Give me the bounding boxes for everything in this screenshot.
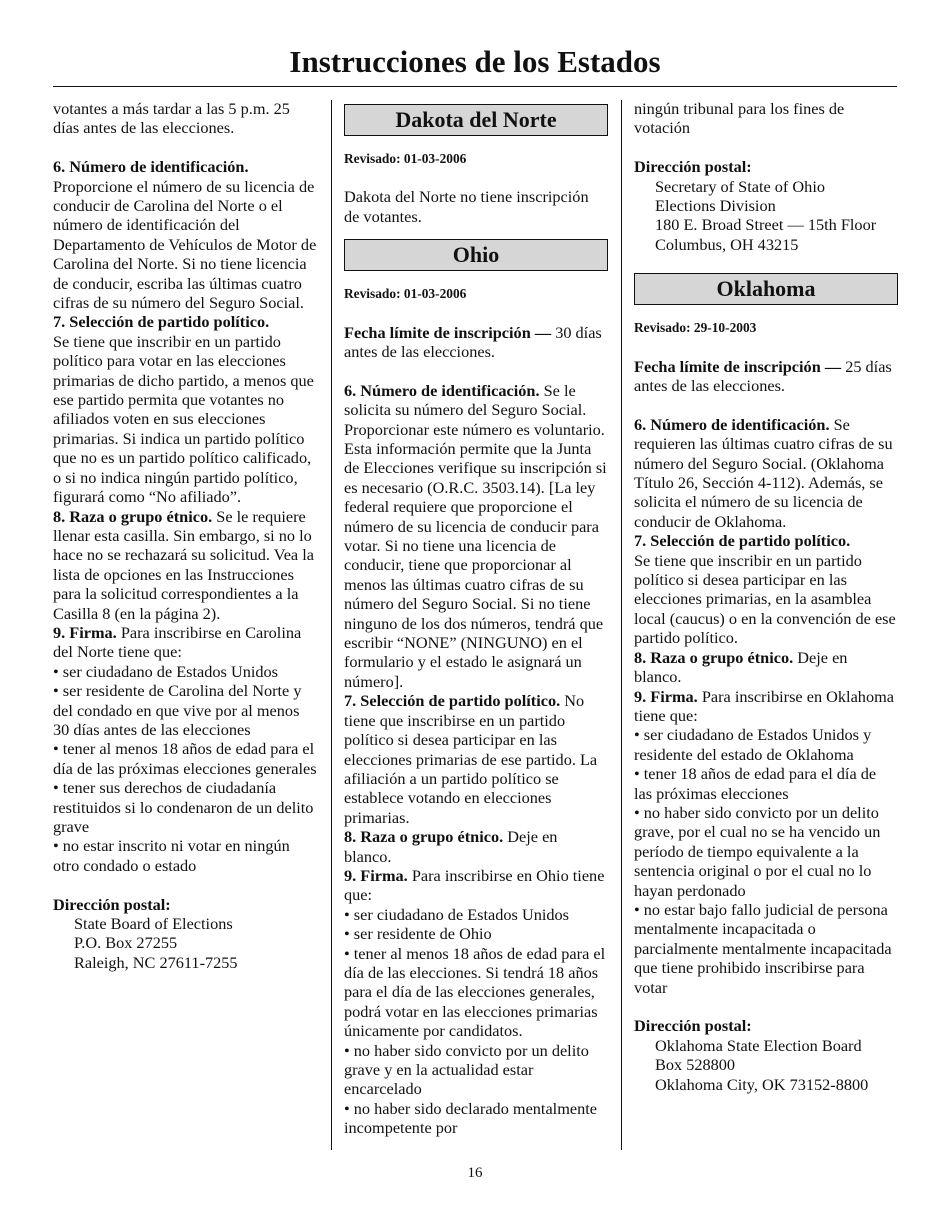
ohio-requirement-3: • tener al menos 18 años de edad para el día de las elecciones. Si tendrá 18 años para el día de las elecciones generales, podrá votar en las elecciones primarias únicamente por candidatos.	[344, 943, 606, 1041]
ohio-section-9-heading: 9. Firma.	[344, 865, 408, 885]
ohio-deadline	[344, 323, 608, 362]
oklahoma-mailing-line-3: Oklahoma City, OK 73152-8800	[655, 1074, 869, 1094]
nc-section-6-body: Proporcione el número de su licencia de conducir de Carolina del Norte o el número de identificación del Departamento de Vehículos de Motor de Carolina del Norte. Si no tiene licencia de conducir, escriba las últimas cuatro cifras de su número del Seguro Social.	[53, 176, 317, 313]
oklahoma-mailing-heading: Dirección postal:	[634, 1016, 752, 1036]
oklahoma-requirement-1: • ser ciudadano de Estados Unidos y residente del estado de Oklahoma	[634, 725, 872, 764]
oklahoma-section-8-body: Deje en blanco.	[634, 647, 848, 687]
page-number: 16	[467, 1165, 483, 1181]
oklahoma-section-7-heading: 7. Selección de partido político.	[634, 531, 851, 551]
oklahoma-requirement-2: • tener 18 años de edad para el día de las próximas elecciones	[634, 764, 877, 803]
ohio-section-8-body: Deje en blanco.	[344, 827, 558, 866]
oklahoma-section-7	[634, 531, 898, 647]
ohio-deadline-body: 30 días antes de las elecciones.	[344, 322, 602, 361]
ohio-requirement-5: • no haber sido declarado mentalmente incompetente por	[344, 1098, 597, 1138]
nc-section-9-heading: 9. Firma.	[53, 622, 117, 642]
nc-mailing-line-2: P.O. Box 27255	[74, 933, 178, 953]
oklahoma-deadline	[634, 357, 898, 396]
column-ohio-oklahoma	[634, 99, 898, 1094]
ohio-mailing-line-4: Columbus, OH 43215	[655, 234, 799, 254]
ohio-deadline-heading: Fecha límite de inscripción —	[344, 322, 552, 342]
ohio-mailing-line-3: 180 E. Broad Street — 15th Floor	[655, 215, 877, 235]
nc-requirement-4: • tener sus derechos de ciudadanía restituidos si lo condenaron de un delito grave	[53, 778, 314, 837]
oklahoma-section-6-body: Se requieren las últimas cuatro cifras de su número del Seguro Social. (Oklahoma Título 26, Sección 4-112). Además, se solicita el número de su licencia de conducir de Oklahoma.	[634, 414, 893, 531]
oklahoma-header: Oklahoma	[634, 273, 898, 305]
column-divider-left	[331, 100, 332, 1150]
column-north-carolina	[53, 99, 318, 972]
ohio-header: Ohio	[344, 239, 608, 271]
nc-requirement-5: • no estar inscrito ni votar en ningún otro condado o estado	[53, 836, 290, 875]
oklahoma-revised: Revisado: 29-10-2003	[634, 320, 757, 336]
nc-section-8-heading: 8. Raza o grupo étnico.	[53, 506, 213, 526]
ohio-section-6	[344, 381, 608, 692]
ohio-requirement-1: • ser ciudadano de Estados Unidos	[344, 904, 569, 924]
ohio-requirement-2: • ser residente de Ohio	[344, 924, 492, 944]
oklahoma-section-9	[634, 687, 898, 726]
nc-section-8	[53, 507, 318, 623]
ohio-section-9	[344, 866, 608, 905]
nc-section-7-body: Se tiene que inscribir en un partido político para votar en las elecciones primarias de dicho partido, a menos que ese partido permita que votantes no afiliados voten en sus elecciones primarias. Si indica un partido político que no es un partido político calificado, o si no indica ningún partido político, figurará como “No afiliado”.	[53, 331, 314, 507]
oklahoma-section-8-heading: 8. Raza o grupo étnico.	[634, 647, 794, 667]
nc-section-7-heading: 7. Selección de partido político.	[53, 312, 270, 332]
nc-section-6	[53, 157, 318, 312]
nc-section-9-body: Para inscribirse en Carolina del Norte tiene que:	[53, 622, 302, 662]
ohio-section-9-body: Para inscribirse en Ohio tiene que:	[344, 865, 605, 905]
oklahoma-mailing-line-1: Oklahoma State Election Board	[655, 1035, 862, 1055]
nc-section-9	[53, 623, 318, 662]
ohio-section-7-heading: 7. Selección de partido político.	[344, 691, 561, 711]
oklahoma-deadline-body: 25 días antes de las elecciones.	[634, 356, 892, 396]
ohio-mailing-line-2: Elections Division	[655, 196, 776, 216]
nc-requirement-3: • tener al menos 18 años de edad para el día de las próximas elecciones generales	[53, 739, 317, 778]
nc-section-6-heading: 6. Número de identificación.	[53, 157, 249, 177]
ohio-section-6-body: Se le solicita su número del Seguro Social. Proporcionar este número es voluntario. Esta información permite que la Junta de Elecciones verifique su inscripción si es necesario (O.R.C. 3503.14). [La ley federal requiere que proporcione el número de su licencia de conducir para votar. Si no tiene una licencia de conducir, tiene que proporcionar al menos las últimas cuatro cifras de su número del Seguro Social. Si no tiene ninguno de los dos números, tendrá que escribir “NONE” (NINGUNO) en el formulario y el estado le asignará un número].	[344, 380, 607, 691]
nc-section-7	[53, 312, 318, 506]
north-dakota-revised: Revisado: 01-03-2006	[344, 151, 467, 166]
nc-requirement-1: • ser ciudadano de Estados Unidos	[53, 661, 278, 681]
oklahoma-section-6	[634, 415, 898, 531]
oklahoma-section-8	[634, 648, 898, 687]
north-dakota-body: Dakota del Norte no tiene inscripción de votantes.	[344, 187, 589, 226]
oklahoma-section-9-body: Para inscribirse en Oklahoma tiene que:	[634, 686, 894, 725]
north-dakota-header: Dakota del Norte	[344, 104, 608, 136]
oklahoma-requirement-3: • no haber sido convicto por un delito grave, por el cual no se ha vencido un período de tiempo equivalente a la sentencia original o por el cual no lo hayan perdonado	[634, 802, 881, 900]
nc-continued-text: votantes a más tardar a las 5 p.m. 25 días antes de las elecciones.	[53, 99, 290, 138]
nc-requirement-2: • ser residente de Carolina del Norte y del condado en que vive por al menos 30 días antes de las elecciones	[53, 681, 302, 739]
ohio-revised: Revisado: 01-03-2006	[344, 286, 467, 302]
ohio-section-7	[344, 691, 608, 827]
column-north-dakota-ohio	[344, 99, 608, 1138]
oklahoma-deadline-heading: Fecha límite de inscripción —	[634, 356, 842, 376]
ohio-section-6-heading: 6. Número de identificación.	[344, 380, 540, 400]
oklahoma-mailing-line-2: Box 528800	[655, 1055, 736, 1075]
nc-mailing-line-1: State Board of Elections	[74, 914, 233, 934]
ohio-section-8-heading: 8. Raza o grupo étnico.	[344, 827, 504, 847]
oklahoma-section-6-heading: 6. Número de identificación.	[634, 414, 830, 434]
nc-mailing-line-3: Raleigh, NC 27611-7255	[74, 952, 238, 972]
page-title: Instrucciones de los Estados	[289, 44, 661, 79]
ohio-continued-text: ningún tribunal para los fines de votación	[634, 99, 845, 138]
column-divider-right	[621, 100, 622, 1150]
nc-mailing-heading: Dirección postal:	[53, 894, 171, 914]
ohio-mailing-line-1: Secretary of State of Ohio	[655, 176, 825, 196]
ohio-mailing-heading: Dirección postal:	[634, 157, 752, 177]
oklahoma-section-9-heading: 9. Firma.	[634, 686, 698, 706]
ohio-section-8	[344, 827, 608, 866]
ohio-requirement-4: • no haber sido convicto por un delito grave y en la actualidad estar encarcelado	[344, 1040, 589, 1099]
oklahoma-section-7-body: Se tiene que inscribir en un partido político si desea participar en las elecciones primarias, en la asamblea local (caucus) o en la convención de ese partido político.	[634, 550, 896, 648]
oklahoma-requirement-4: • no estar bajo fallo judicial de persona mentalmente incapacitada o parcialmente mentalmente incapacitada que tiene prohibido inscribirse para votar	[634, 899, 892, 997]
title-rule	[53, 86, 897, 87]
nc-section-8-body: Se le requiere llenar esta casilla. Sin embargo, si no lo hace no se rechazará su solicitud. Vea la lista de opciones en las Instrucciones para la solicitud correspondientes a la Casilla 8 (en la página 2).	[53, 506, 314, 623]
ohio-section-7-body: No tiene que inscribirse en un partido político si desea participar en las elecciones primarias de ese partido. La afiliación a un partido político se establece votando en elecciones primarias.	[344, 691, 598, 827]
